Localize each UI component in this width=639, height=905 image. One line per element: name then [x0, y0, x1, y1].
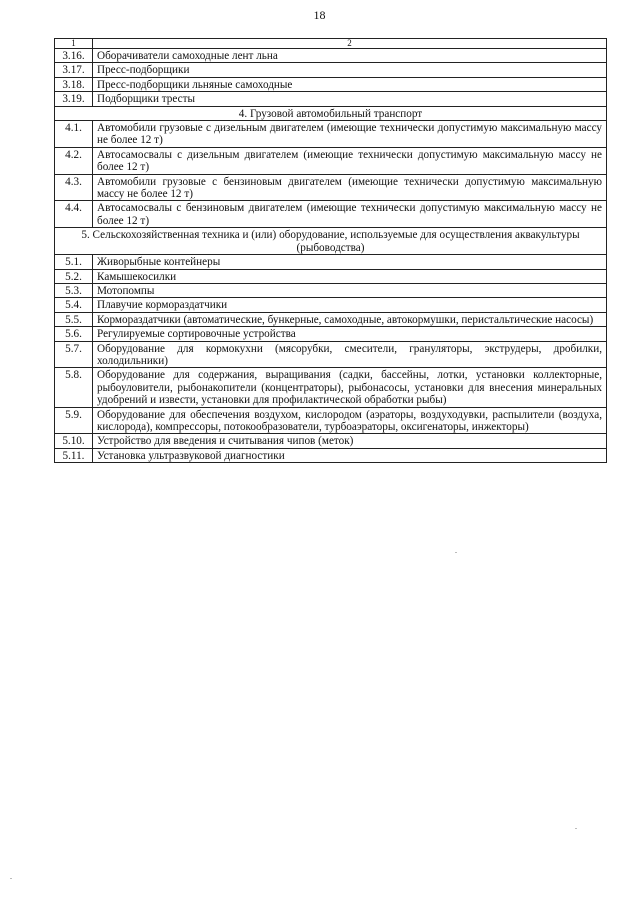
table-body [55, 39, 607, 463]
equipment-table [54, 38, 607, 463]
table-row [55, 327, 607, 341]
scan-speck [575, 828, 577, 829]
table-row [55, 147, 607, 174]
item-number: 3.17. [55, 63, 93, 77]
table-row [55, 121, 607, 148]
item-description: Оборачиватели самоходные лент льна [93, 49, 607, 63]
item-description: Оборудование для содержания, выращивания (садки, бассейны, лотки, установки коллекторные, рыбоуловители, рыбонакопители (концентраторы), рыбонасосы, установки для внесения минеральных удобрений и извести, установки для профилактической обработки рыбы) [93, 368, 607, 407]
header-col-2: 2 [93, 39, 607, 49]
item-number: 4.2. [55, 147, 93, 174]
item-description: Плавучие кормораздатчики [93, 298, 607, 312]
item-number: 5.8. [55, 368, 93, 407]
section-heading-row [55, 106, 607, 120]
table-row [55, 407, 607, 434]
item-description: Автомобили грузовые с дизельным двигателем (имеющие технически допустимую максимальную массу не более 12 т) [93, 121, 607, 148]
table-row [55, 368, 607, 407]
item-number: 4.3. [55, 174, 93, 201]
table-row [55, 269, 607, 283]
item-description: Автомобили грузовые с бензиновым двигателем (имеющие технически допустимую максимальную массу не более 12 т) [93, 174, 607, 201]
section-heading-row [55, 228, 607, 255]
item-description: Пресс-подборщики льняные самоходные [93, 77, 607, 91]
item-description: Живорыбные контейнеры [93, 255, 607, 269]
table-row [55, 341, 607, 368]
table-row [55, 201, 607, 228]
table-row [55, 448, 607, 462]
item-description: Мотопомпы [93, 283, 607, 297]
item-number: 3.16. [55, 49, 93, 63]
table-row [55, 49, 607, 63]
item-description: Устройство для введения и считывания чипов (меток) [93, 434, 607, 448]
section-heading: 4. Грузовой автомобильный транспорт [55, 106, 607, 120]
item-number: 5.3. [55, 283, 93, 297]
item-number: 5.9. [55, 407, 93, 434]
item-number: 4.4. [55, 201, 93, 228]
table-row [55, 312, 607, 326]
table-row [55, 298, 607, 312]
table-row [55, 174, 607, 201]
item-description: Автосамосвалы с бензиновым двигателем (имеющие технически допустимую максимальную массу не более 12 т) [93, 201, 607, 228]
item-description: Подборщики тресты [93, 92, 607, 106]
item-description: Пресс-подборщики [93, 63, 607, 77]
scan-speck [455, 552, 457, 553]
item-number: 5.5. [55, 312, 93, 326]
item-number: 5.7. [55, 341, 93, 368]
item-number: 4.1. [55, 121, 93, 148]
item-description: Оборудование для кормокухни (мясорубки, смесители, грануляторы, экструдеры, дробилки, холодильники) [93, 341, 607, 368]
table-header-row [55, 39, 607, 49]
scan-speck [10, 878, 12, 879]
page-number: 18 [313, 8, 326, 22]
table-row [55, 92, 607, 106]
table-row [55, 255, 607, 269]
table-row [55, 434, 607, 448]
item-number: 5.4. [55, 298, 93, 312]
item-description: Камышекосилки [93, 269, 607, 283]
item-description: Оборудование для обеспечения воздухом, кислородом (аэраторы, воздуходувки, распылители (воздуха, кислорода), компрессоры, потокообразователи, турбоаэраторы, оксигенаторы, инжекторы) [93, 407, 607, 434]
item-number: 5.1. [55, 255, 93, 269]
item-number: 3.18. [55, 77, 93, 91]
item-description: Кормораздатчики (автоматические, бункерные, самоходные, автокормушки, перистальтические насосы) [93, 312, 607, 326]
item-number: 5.2. [55, 269, 93, 283]
item-number: 5.6. [55, 327, 93, 341]
header-col-1: 1 [55, 39, 93, 49]
item-description: Установка ультразвуковой диагностики [93, 448, 607, 462]
item-number: 3.19. [55, 92, 93, 106]
table-row [55, 283, 607, 297]
table-row [55, 77, 607, 91]
item-description: Регулируемые сортировочные устройства [93, 327, 607, 341]
item-description: Автосамосвалы с дизельным двигателем (имеющие технически допустимую максимальную массу не более 12 т) [93, 147, 607, 174]
item-number: 5.10. [55, 434, 93, 448]
item-number: 5.11. [55, 448, 93, 462]
section-heading: 5. Сельскохозяйственная техника и (или) оборудование, используемые для осуществления аквакультуры (рыбоводства) [55, 228, 607, 255]
table-row [55, 63, 607, 77]
